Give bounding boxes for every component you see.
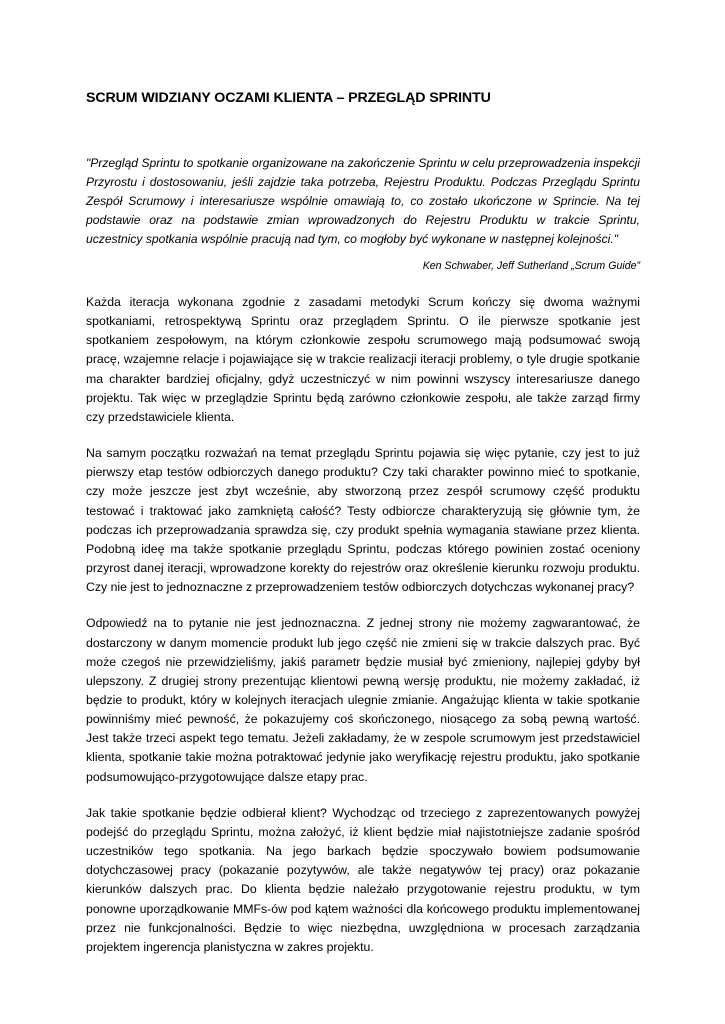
page-title: SCRUM WIDZIANY OCZAMI KLIENTA – PRZEGLĄD SPRINTU bbox=[86, 90, 491, 106]
body-paragraph-4: Jak takie spotkanie będzie odbierał klient? Wychodząc od trzeciego z zaprezentowanych powyżej podejść do przeglądu Sprintu, można założyć, iż klient będzie miał najistotniejsze zadanie spośród uczestników tego spotkania. Na jego barkach będzie spoczywało bowiem podsumowanie dotychczasowej pracy (pokazanie pozytywów, ale także negatywów tej pracy) oraz pokazanie kierunków dalszych prac. Do klienta będzie należało przygotowanie rejestru produktu, w tym ponowne uporządkowanie MMFs-ów pod kątem ważności dla końcowego produktu implementowanej przez nie funkcjonalności. Będzie to więc niezbędna, uwzględniona w procesach zarządzania projektem ingerencja planistyczna w zakres projektu. bbox=[86, 805, 640, 954]
body-paragraph-3: Odpowiedź na to pytanie nie jest jednoznaczna. Z jednej strony nie możemy zagwarantować, że dostarczony w danym momencie produkt lub jego część nie zmieni się w trakcie dalszych prac. Być może czegoś nie przewidzieliśmy, jakiś parametr będzie musiał być zmieniony, najlepiej gdyby był ulepszony. Z drugiej strony prezentując klientowi pewną wersję produktu, nie możemy zakładać, iż będzie to produkt, który w kolejnych iteracjach ulegnie zmianie. Angażując klienta w takie spotkanie powinniśmy mieć pewność, że pokazujemy coś skończonego, niosącego za sobą pewną wartość. Jest także trzeci aspekt tego tematu. Jeżeli zakładamy, że w zespole scrumowym jest przedstawiciel klienta, spotkanie takie można potraktować jedynie jako weryfikację rejestru produktu, jako spotkanie podsumowująco-przygotowujące dalsze etapy prac. bbox=[86, 616, 640, 784]
body-paragraph-2: Na samym początku rozważań na temat przeglądu Sprintu pojawia się więc pytanie, czy jest to już pierwszy etap testów odbiorczych danego produktu? Czy taki charakter powinno mieć to spotkanie, czy może jeszcze jest zbyt wcześnie, aby stworzoną przez zespół scrumowy część produktu testować i traktować jako zamkniętą całość? Testy odbiorcze charakteryzują się głównie tym, że podczas ich przeprowadzania sprawdza się, czy produkt spełnia wymagania stawiane przez klienta. Podobną ideę ma także spotkanie przeglądu Sprintu, podczas którego powinien zostać oceniony przyrost danej iteracji, wprowadzone korekty do rejestrów oraz określenie kierunku rozwoju produktu. Czy nie jest to jednoznaczne z przeprowadzeniem testów odbiorczych dotychczas wykonanej pracy? bbox=[86, 446, 640, 595]
body-paragraph-1: Każda iteracja wykonana zgodnie z zasadami metodyki Scrum kończy się dwoma ważnymi spotkaniami, retrospektywą Sprintu oraz przeglądem Sprintu. O ile pierwsze spotkanie jest spotkaniem zespołowym, na którym członkowie zespołu scrumowego mają podsumować swoją pracę, wzajemne relacje i pojawiające się w trakcie realizacji iteracji problemy, o tyle drugie spotkanie ma charakter bardziej oficjalny, gdyż uczestniczyć w nim powinni wszyscy interesariusze danego projektu. Tak więc w przeglądzie Sprintu będą zarówno członkowie zespołu, ale także zarząd firmy czy przedstawiciele klienta. bbox=[86, 295, 640, 424]
quote-attribution: Ken Schwaber, Jeff Sutherland „Scrum Guide” bbox=[422, 260, 640, 272]
epigraph-quote: "Przegląd Sprintu to spotkanie organizowane na zakończenie Sprintu w celu przeprowadzenia inspekcji Przyrostu i dostosowaniu, jeśli zajdzie taka potrzeba, Rejestru Produktu. Podczas Przeglądu Sprintu Zespół Scrumowy i interesariusze wspólnie omawiają to, co zostało ukończone w Sprincie. Na tej podstawie oraz na podstawie zmian wprowadzonych do Rejestru Produktu w trakcie Sprintu, uczestnicy spotkania wspólnie pracują nad tym, co mogłoby być wykonane w następnej kolejności." bbox=[86, 156, 640, 246]
